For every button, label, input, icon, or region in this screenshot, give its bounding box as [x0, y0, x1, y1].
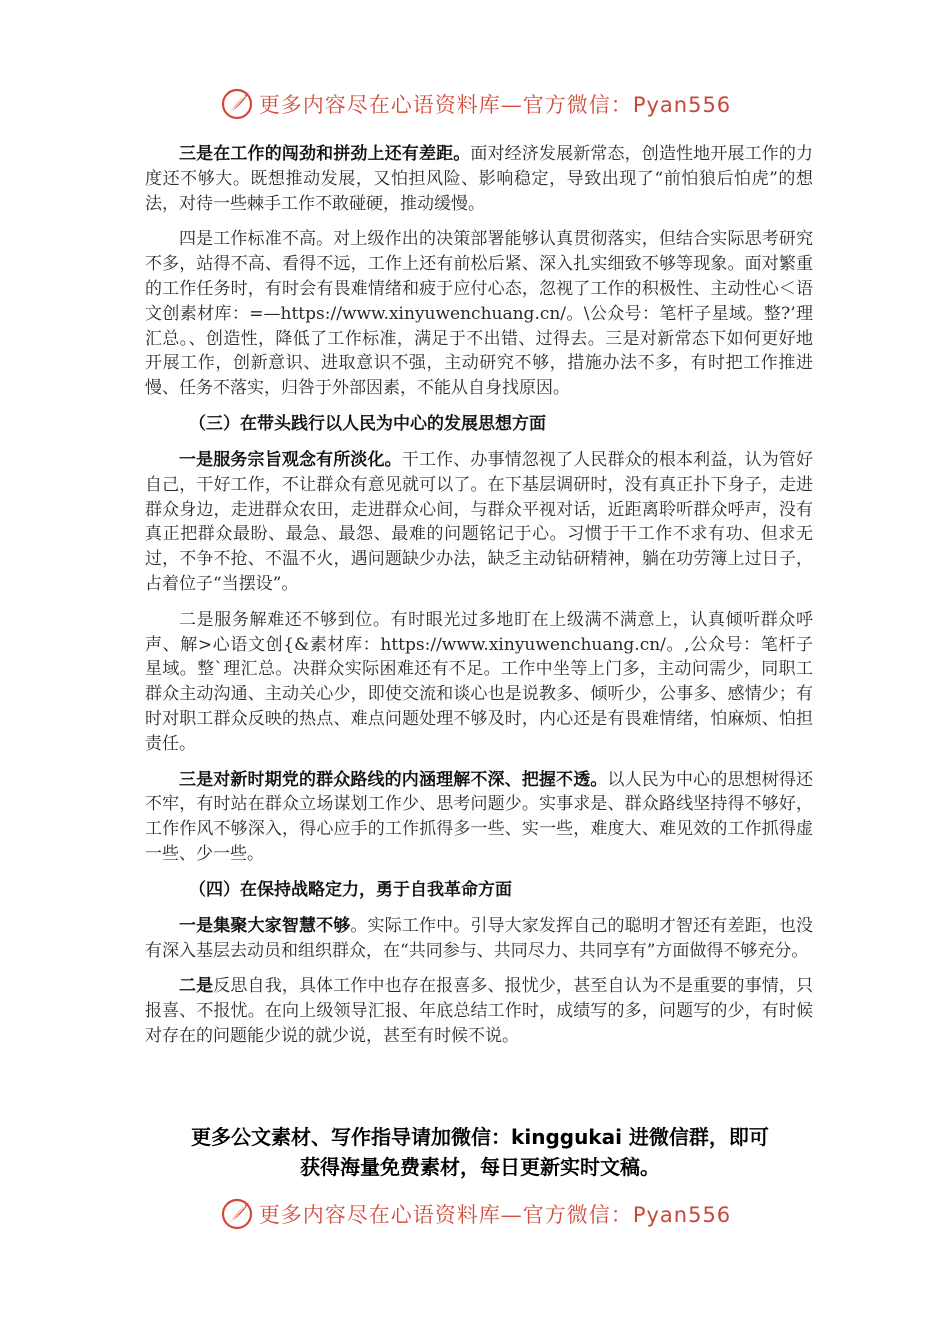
header-watermark: [0, 84, 950, 124]
paragraph: [145, 914, 813, 964]
promo-banner: [150, 1122, 810, 1182]
paragraph-text: 以人民为中心的思想树得还不牢，有时站在群众立场谋划工作少、思考问题少。实事求是、群众路线坚持得不够好，工作作风不够深入，得心应手的工作抓得多一些、实一些，难度大、难见效的工作抓得虚一些、少一些。: [145, 769, 814, 864]
promo-line-1: 更多公文素材、写作指导请加微信：kinggukai 进微信群，即可: [191, 1125, 769, 1149]
paragraph-text: 干工作、办事情忽视了人民群众的根本利益，认为管好自己，干好工作，不让群众有意见就可以了。在下基层调研时，没有真正扑下身子，走进群众身边，走进群众农田，走进群众心间，与群众平视对话，近距离聆听群众呼声，没有真正把群众最盼、最急、最怨、最难的问题铭记于心。习惯于干工作不求有功、但求无过，不争不抢、不温不火，遇问题缺少办法，缺乏主动钻研精神，躺在功劳簿上过日子，占着位子“当摆设”。: [145, 449, 814, 594]
footer-watermark: [0, 1194, 950, 1234]
footer-wechat-id: Pyan556: [632, 1203, 732, 1227]
section-heading: （四）在保持战略定力，勇于自我革命方面: [189, 879, 512, 900]
paragraph-lead: 一是集聚大家智慧不够: [179, 915, 351, 936]
paragraph-lead: 二是: [179, 976, 214, 997]
document-body: [145, 142, 813, 1060]
quill-logo-icon: [219, 86, 255, 122]
paragraph: [145, 974, 813, 1048]
paragraph: [145, 227, 813, 401]
paragraph: [145, 608, 813, 757]
paragraph-lead: 三是对新时期党的群众路线的内涵理解不深、把握不透。: [179, 769, 608, 790]
paragraph: [145, 448, 813, 597]
paragraph-text: 。实际工作中。引导大家发挥自己的聪明才智还有差距，也没有深入基层去动员和组织群众，在“共同参与、共同尽力、共同享有”方面做得不够充分。: [145, 915, 814, 961]
paragraph-text: 面对经济发展新常态，创造性地开展工作的力度还不够大。既想推动发展，又怕担风险、影响稳定，导致出现了“前怕狼后怕虎”的想法，对待一些棘手工作不敢碰硬，推动缓慢。: [145, 144, 814, 214]
header-brand-text: 更多内容尽在心语资料库—官方微信：Pyan556: [258, 93, 732, 117]
quill-logo-icon: [219, 1196, 255, 1232]
paragraph-lead: 三是在工作的闯劲和拼劲上还有差距。: [179, 144, 471, 164]
paragraph-text: 二是服务解难还不够到位。有时眼光过多地盯在上级满不满意上，认真倾听群众呼声、解>心语文创{&素材库：https://www.xinyuwenchuang.cn/。,公众号：笔杆子星域。整`理汇总。决群众实际困难还有不足。工作中坐等上门多，主动问需少，同职工群众主动沟通、主动关心少，即使交流和谈心也是说教多、倾听少，公事多、感情少；有时对职工群众反映的热点、难点问题处理不够及时，内心还是有畏难情绪，怕麻烦、怕担责任。: [145, 609, 813, 754]
section-heading: （三）在带头践行以人民为中心的发展思想方面: [189, 413, 546, 434]
paragraph-lead: 一是服务宗旨观念有所淡化。: [179, 449, 402, 470]
paragraph: [145, 142, 813, 216]
promo-line-2: 获得海量免费素材，每日更新实时文稿。: [300, 1155, 660, 1179]
paragraph-text: 反思自我，具体工作中也存在报喜多、报忧少，甚至自认为不是重要的事情，只报喜、不报忧。在向上级领导汇报、年底总结工作时，成绩写的多，问题写的少，有时候对存在的问题能少说的就少说，甚至有时候不说。: [145, 976, 814, 1046]
paragraph-text: 四是工作标准不高。对上级作出的决策部署能够认真贯彻落实，但结合实际思考研究不多，站得不高、看得不远，工作上还有前松后紧、深入扎实细致不够等现象。面对繁重的工作任务时，有时会有畏难情绪和疲于应付心态，忽视了工作的积极性、主动性心＜语文创素材库：=—https://www.xinyuwenchuang.cn/。\公众号：笔杆子星域。整?’理汇总。、创造性，降低了工作标准，满足于不出错、过得去。三是对新常态下如何更好地开展工作，创新意识、进取意识不强，主动研究不够，措施办法不多，有时把工作推进慢、任务不落实，归咎于外部因素，不能从自身找原因。: [145, 229, 813, 399]
paragraph: [145, 768, 813, 867]
footer-brand-text: 更多内容尽在心语资料库—官方微信：Pyan556: [258, 1203, 732, 1227]
header-wechat-id: Pyan556: [632, 93, 732, 117]
